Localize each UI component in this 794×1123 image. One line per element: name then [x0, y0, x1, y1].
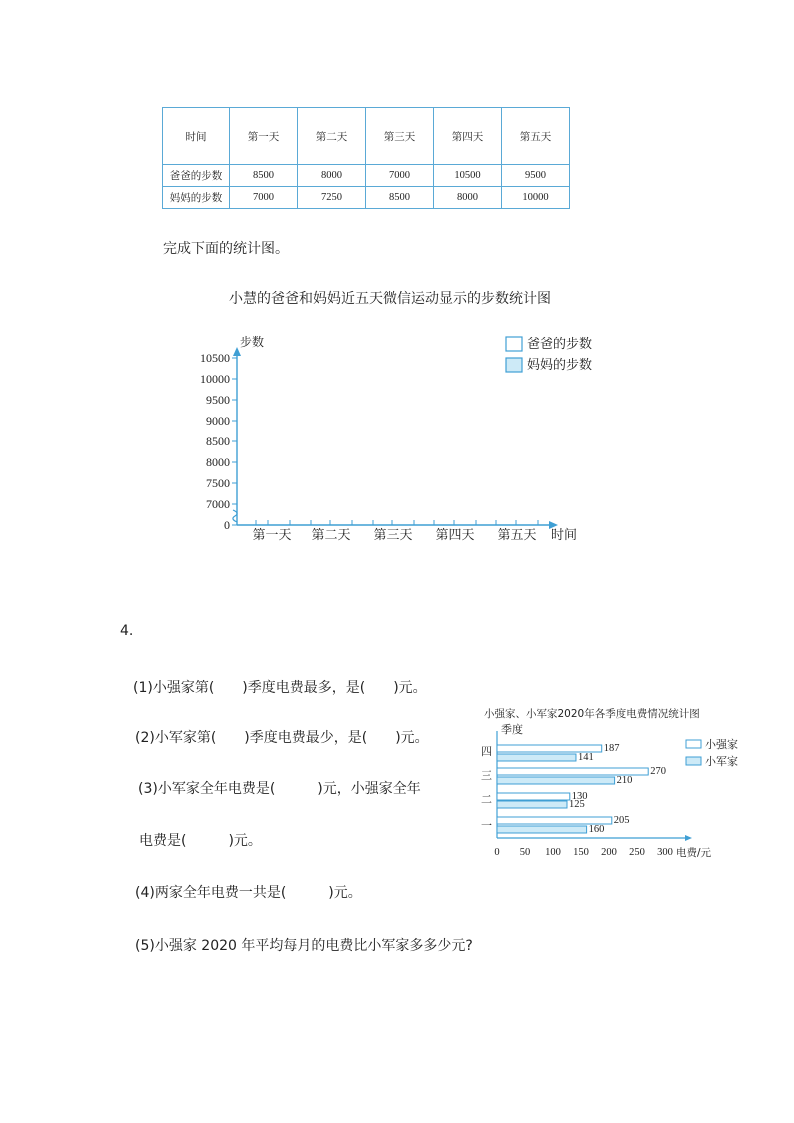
y-tick-label: 9500 [206, 393, 230, 407]
table-cell: 10500 [434, 165, 502, 187]
table-cell: 8500 [366, 187, 434, 209]
x-category-label: 第五天 [497, 527, 537, 542]
x-tick-label: 50 [519, 847, 531, 858]
table-cell: 7250 [298, 187, 366, 209]
x-tick-label: 100 [545, 847, 561, 858]
bar-value-label: 210 [616, 775, 633, 786]
table-row [163, 187, 570, 209]
legend-label: 小军家 [705, 755, 738, 768]
x-category-label: 第一天 [252, 527, 292, 542]
bar-xiaojun-q2 [497, 801, 567, 808]
bar-value-label: 270 [650, 766, 666, 777]
y-tick-label: 0 [224, 518, 230, 532]
problem-number: 4. [120, 623, 134, 639]
question-3-cont: 电费是( )元。 [139, 833, 262, 849]
x-tick-label: 250 [629, 847, 645, 858]
table-cell: 8500 [230, 165, 298, 187]
x-tick-label: 300 [657, 847, 673, 858]
steps-table [162, 107, 570, 209]
table-header-row [163, 108, 570, 165]
table-header-cell: 第一天 [230, 108, 298, 165]
table-header-cell: 第四天 [434, 108, 502, 165]
question-5: (5)小强家 2020 年平均每月的电费比小军家多多少元? [135, 938, 473, 954]
question-2: (2)小军家第( )季度电费最少，是( )元。 [135, 730, 429, 746]
table-header-cell: 第五天 [502, 108, 570, 165]
table-header-cell: 第三天 [366, 108, 434, 165]
table-header-cell: 第二天 [298, 108, 366, 165]
bar-xiaojun-q4 [497, 754, 576, 761]
y-tick-label: 8500 [206, 434, 230, 448]
bar-xiaoqiang-q4 [497, 745, 602, 752]
legend-swatch-xiaoqiang [686, 740, 701, 748]
table-cell: 8000 [298, 165, 366, 187]
table-cell: 10000 [502, 187, 570, 209]
legend-label: 爸爸的步数 [527, 337, 593, 352]
x-category-label: 第二天 [311, 527, 351, 542]
table-cell: 9500 [502, 165, 570, 187]
table-cell: 7000 [366, 165, 434, 187]
bar-xiaojun-q3 [497, 777, 615, 784]
question-1: (1)小强家第( )季度电费最多，是( )元。 [133, 680, 427, 696]
y-tick-label: 8000 [206, 455, 230, 469]
quarter-label: 三 [481, 769, 492, 782]
legend-swatch-xiaojun [686, 757, 701, 765]
bar-xiaojun-q1 [497, 826, 587, 833]
legend-label: 妈妈的步数 [527, 358, 593, 373]
bar-value-label: 160 [588, 824, 605, 835]
bar-xiaoqiang-q1 [497, 817, 612, 824]
question-3: (3)小军家全年电费是( )元，小强家全年 [138, 781, 421, 797]
chart2-ylabel: 季度 [501, 723, 523, 736]
chart1-ylabel: 步数 [240, 335, 265, 349]
table-cell: 8000 [434, 187, 502, 209]
x-category-label: 第三天 [373, 527, 413, 542]
quarter-label: 二 [481, 793, 492, 806]
instruction-text: 完成下面的统计图。 [163, 241, 289, 257]
quarter-label: 一 [481, 819, 492, 832]
x-tick-label: 200 [601, 847, 617, 858]
table-header-cell: 时间 [163, 108, 230, 165]
chart2-title: 小强家、小军家2020年各季度电费情况统计图 [484, 708, 700, 720]
steps-chart [0, 280, 794, 550]
row-label: 妈妈的步数 [163, 187, 230, 209]
bar-value-label: 205 [613, 815, 630, 826]
y-tick-label: 7500 [206, 476, 230, 490]
x-category-label: 第四天 [435, 527, 475, 542]
y-tick-label: 9000 [206, 414, 230, 428]
x-tick-label: 0 [494, 847, 500, 858]
quarter-label: 四 [481, 745, 492, 758]
y-tick-label: 7000 [206, 497, 230, 511]
bar-value-label: 141 [577, 752, 594, 763]
row-label: 爸爸的步数 [163, 165, 230, 187]
bar-xiaoqiang-q3 [497, 768, 648, 775]
x-tick-label: 150 [573, 847, 589, 858]
bar-value-label: 187 [603, 743, 620, 754]
electricity-chart [0, 700, 794, 870]
bar-value-label: 130 [571, 791, 588, 802]
chart2-x-arrow [685, 835, 692, 841]
legend-swatch-mother [506, 358, 522, 372]
table-cell: 7000 [230, 187, 298, 209]
chart1-xlabel: 时间 [550, 527, 578, 542]
y-tick-label: 10500 [200, 351, 230, 365]
bar-xiaoqiang-q2 [497, 793, 570, 800]
chart1-title: 小慧的爸爸和妈妈近五天微信运动显示的步数统计图 [229, 291, 551, 307]
chart2-xlabel: 电费/元 [676, 847, 712, 859]
legend-label: 小强家 [705, 738, 738, 751]
table-row [163, 165, 570, 187]
question-4: (4)两家全年电费一共是( )元。 [135, 885, 362, 901]
y-tick-label: 10000 [200, 372, 230, 386]
bar-value-label: 125 [569, 799, 585, 810]
legend-swatch-father [506, 337, 522, 351]
